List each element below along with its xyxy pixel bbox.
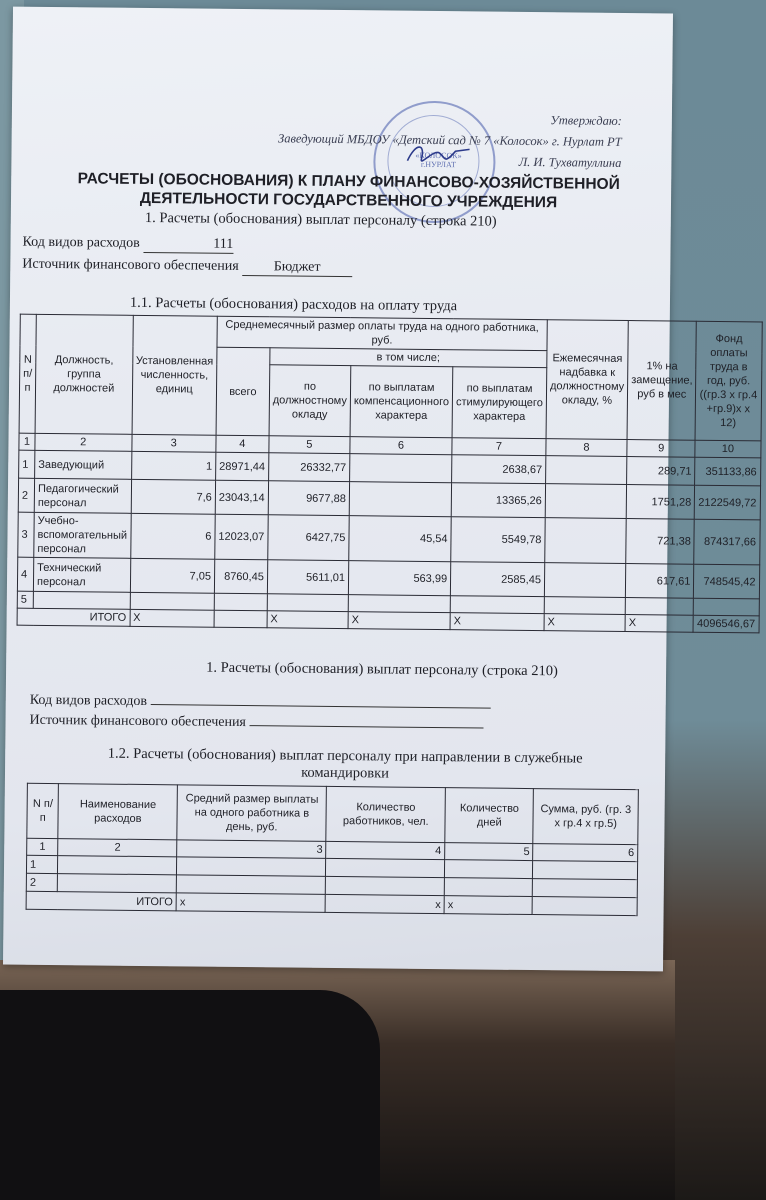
cell-num: 1 — [26, 855, 58, 873]
cell-units: 1 — [131, 451, 216, 480]
total-x: х — [325, 894, 444, 913]
colnum: 3 — [131, 434, 216, 452]
document-title-line2: ДЕЯТЕЛЬНОСТИ ГОСУДАРСТВЕННОГО УЧРЕЖДЕНИЯ — [139, 189, 558, 212]
cell-monthly — [545, 456, 626, 485]
colnum: 4 — [216, 435, 269, 453]
section1-heading: 1. Расчеты (обоснования) выплат персоналу (строка 210) — [144, 209, 497, 230]
cell-num: 1 — [19, 450, 35, 478]
cell-empty — [450, 596, 544, 614]
approval-block — [278, 107, 622, 174]
col-sum: Сумма, руб. (гр. 3 х гр.4 х гр.5) — [533, 789, 638, 845]
total-x: Х — [625, 615, 693, 633]
approval-signer: Л. И. Тухватуллина — [518, 154, 622, 170]
cell-monthly — [545, 518, 627, 564]
colnum: 5 — [445, 843, 533, 861]
cell-comp: 563,99 — [348, 561, 450, 596]
total-x: Х — [450, 613, 544, 631]
total-x: х — [444, 896, 532, 915]
cell-comp: 45,54 — [349, 516, 452, 562]
cell-empty — [532, 897, 637, 916]
col-replacement: 1% на замещение, руб в мес — [627, 321, 697, 441]
cell-salary: 26332,77 — [268, 453, 349, 482]
cell-comp — [349, 482, 451, 517]
cell-empty — [130, 592, 215, 610]
table1-title: 1.1. Расчеты (обоснования) расходов на оплату труда — [129, 294, 458, 315]
colnum: 7 — [452, 438, 546, 456]
table2-title-line1: 1.2. Расчеты (обоснования) выплат персоналу при направлении в служебные — [107, 745, 583, 767]
section2-heading: 1. Расчеты (обоснования) выплат персоналу (строка 210) — [206, 659, 558, 680]
cell-salary: 6427,75 — [268, 515, 350, 561]
total-x: Х — [348, 612, 450, 630]
travel-table — [26, 783, 639, 916]
cell-empty — [177, 857, 326, 877]
cell-num: 3 — [18, 512, 34, 557]
col-compensation: по выплатам компенсационного характера — [350, 366, 453, 438]
cell-repl: 617,61 — [625, 564, 694, 599]
cell-stim: 13365,26 — [451, 483, 545, 518]
cell-units: 6 — [130, 513, 215, 559]
total-x: х — [176, 893, 325, 913]
cell-repl: 289,71 — [627, 457, 696, 486]
cell-comp — [350, 454, 452, 483]
source-value: Бюджет — [242, 259, 352, 277]
total-x: Х — [267, 611, 348, 629]
section2-code-line — [30, 693, 491, 714]
cell-empty — [533, 879, 638, 898]
cell-total: 8760,45 — [214, 559, 267, 594]
cell-monthly — [544, 563, 626, 598]
cell-salary: 9677,88 — [268, 481, 350, 516]
total-fund: 4096546,67 — [693, 615, 758, 633]
colnum: 6 — [350, 437, 452, 455]
cell-repl: 721,38 — [626, 519, 695, 565]
cell-empty — [33, 591, 130, 609]
cell-empty — [694, 598, 759, 616]
cell-stim: 5549,78 — [451, 517, 545, 563]
colnum: 5 — [269, 436, 350, 454]
cell-empty — [326, 876, 445, 895]
cell-fund: 748545,42 — [694, 564, 759, 599]
cell-total: 28971,44 — [215, 452, 268, 481]
cell-fund: 874317,66 — [694, 519, 760, 565]
cell-units: 7,05 — [130, 558, 215, 593]
colnum: 8 — [546, 439, 627, 457]
approval-heading: Утверждаю: — [550, 113, 622, 128]
cell-total: 23043,14 — [215, 480, 268, 515]
col-stimulating: по выплатам стимулирующего характера — [452, 367, 547, 439]
total-label: ИТОГО — [17, 608, 130, 626]
cell-empty — [625, 598, 693, 616]
col-days: Количество дней — [445, 788, 534, 844]
cell-empty — [176, 875, 325, 895]
cell-empty — [533, 861, 638, 880]
cell-position: Технический персонал — [33, 557, 130, 592]
cell-empty — [58, 874, 177, 893]
section1-source-line — [22, 257, 352, 277]
total-label: ИТОГО — [26, 891, 176, 911]
source-label: Источник финансового обеспечения — [22, 256, 239, 274]
cell-empty — [444, 878, 532, 897]
col-units: Установленная численность, единиц — [132, 315, 218, 435]
colnum: 4 — [326, 841, 445, 859]
cell-salary: 5611,01 — [267, 560, 349, 595]
col-num: N п/п — [19, 314, 36, 433]
cell-stim: 2585,45 — [450, 562, 544, 597]
colnum: 1 — [27, 838, 59, 855]
cell-repl: 1751,28 — [626, 485, 695, 520]
cell-empty — [214, 593, 267, 611]
document-title-line1: РАСЧЕТЫ (ОБОСНОВАНИЯ) К ПЛАНУ ФИНАНСОВО-ХОЗЯЙСТВЕННОЙ — [77, 170, 620, 193]
section1-code-line — [22, 235, 233, 254]
section2-source-line — [29, 713, 483, 734]
source-blank — [249, 725, 483, 728]
cell-empty — [58, 856, 177, 875]
total-x: Х — [130, 609, 215, 627]
col-including: в том числе; — [270, 348, 547, 368]
col-name: Наименование расходов — [58, 784, 177, 840]
col-monthly: Ежемесячная надбавка к должностному окладу, % — [546, 320, 628, 440]
cell-empty — [348, 595, 450, 613]
cell-empty — [326, 858, 445, 877]
colnum: 2 — [58, 839, 177, 857]
background-shadow — [0, 990, 380, 1200]
col-avg: Среднемесячный размер оплаты труда на одного работника, руб. — [217, 316, 547, 350]
cell-monthly — [545, 484, 627, 519]
salary-table — [17, 314, 763, 634]
cell-empty — [544, 597, 625, 615]
table-row — [18, 512, 760, 565]
colnum: 10 — [695, 440, 760, 458]
approval-position: Заведующий МБДОУ «Детский сад № 7 «Колосок» г. Нурлат РТ — [278, 131, 622, 149]
cell-num: 5 — [17, 591, 33, 608]
col-num: N п/п — [27, 783, 59, 838]
stamp-text: «КОЛОСОК» г.НУРЛАТ — [415, 150, 462, 170]
cell-stim: 2638,67 — [452, 455, 546, 484]
cell-position: Заведующий — [35, 450, 132, 479]
colnum: 2 — [35, 433, 132, 451]
cell-empty — [267, 594, 348, 612]
col-fund: Фонд оплаты труда в год, руб. ((гр.3 х гр.4 +гр.9)х х 12) — [695, 321, 761, 441]
col-position: Должность, группа должностей — [35, 314, 133, 434]
document-sheet — [3, 7, 758, 972]
cell-position: Учебно-вспомогательный персонал — [34, 512, 131, 558]
code-value: 111 — [143, 236, 233, 254]
code-label: Код видов расходов — [22, 234, 140, 251]
colnum: 1 — [19, 433, 35, 450]
code-blank — [150, 704, 490, 709]
colnum: 3 — [177, 840, 326, 859]
col-total: всего — [216, 347, 270, 436]
cell-total: 12023,07 — [215, 514, 268, 560]
cell-position: Педагогический персонал — [34, 478, 131, 513]
source-label: Источник финансового обеспечения — [29, 712, 246, 731]
col-salary: по должностному окладу — [269, 365, 351, 437]
cell-num: 2 — [26, 873, 58, 891]
colnum: 6 — [533, 844, 638, 862]
col-avg: Средний размер выплаты на одного работника в день, руб. — [177, 785, 327, 842]
colnum: 9 — [627, 440, 695, 458]
cell-fund: 351133,86 — [695, 457, 760, 486]
cell-empty — [445, 860, 533, 879]
cell-units: 7,6 — [131, 479, 216, 514]
cell-num: 4 — [17, 557, 33, 591]
col-workers: Количество работников, чел. — [326, 786, 445, 842]
cell-num: 2 — [18, 478, 34, 512]
total-x: Х — [544, 614, 625, 632]
cell-empty — [214, 610, 267, 628]
table2-title — [75, 745, 615, 785]
cell-fund: 2122549,72 — [695, 485, 760, 520]
table2-title-line2: командировки — [301, 764, 390, 782]
code-label: Код видов расходов — [29, 692, 148, 710]
